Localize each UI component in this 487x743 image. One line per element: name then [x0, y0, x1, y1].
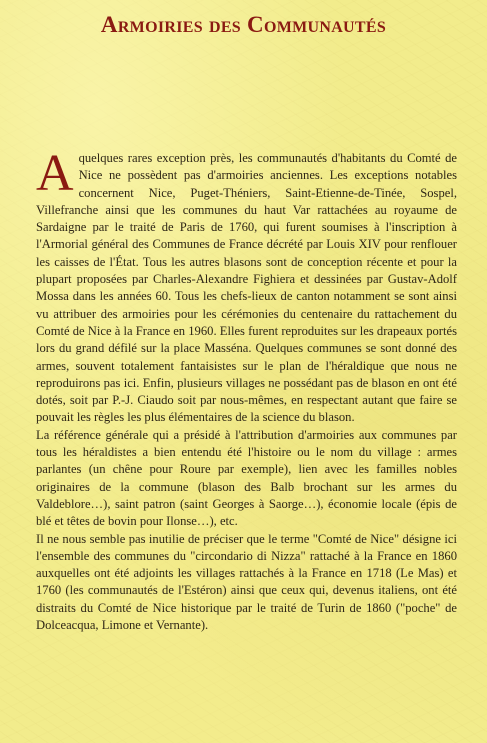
- paragraph-definition: Il ne nous semble pas inutilie de préciser que le terme "Comté de Nice" désigne ici l'ensemble des communes du "circondario di Nizza" rattaché à la France en 1860 auxquelles ont été adjoints les villages rattachés à la France en 1718 (Le Mas) et 1760 (les communautés de l'Estéron) ainsi que ceux qui, devenus italiens, ont été distraits du Comté de Nice historique par le traité de Turin de 1860 ("poche" de Dolceacqua, Limone et Vernante).: [36, 531, 457, 633]
- drop-cap: A: [36, 145, 74, 202]
- paragraph-intro-text: quelques rares exception près, les communautés d'habitants du Comté de Nice ne possèdent pas d'armoiries anciennes. Les exceptions notables concernent Nice, Puget-Théniers, Saint-Etienne-de-Tinée, Sospel, Villefranche ainsi que les communes du haut Var rattachées au royaume de Sardaigne par le traité de Paris de 1760, qui furent soumises à l'inscription à l'Armorial général des Communes de France décrété par Louis XIV pour renflouer les caisses de l'État. Tous les autres blasons sont de conception récente et pour la plupart proposées par Charles-Alexandre Fighiera et dessinées par Gustav-Adolf Mossa dans les années 60. Tous les chefs-lieux de canton notamment se sont ainsi vu attribuer des armoiries pour les cérémonies du centenaire du rattachement du Comté de Nice à la France en 1960. Elles furent reproduites sur les drapeaux portés lors du grand défilé sur la place Masséna. Quelques communes se sont donné des armes, souvent totalement fantaisistes sur le plan de l'héraldique que nous ne reproduirons pas ici. Enfin, plusieurs villages ne possédant pas de blason en ont été dotés, soit par P.-J. Ciaudo soit par nous-mêmes, en respectant autant que faire se pouvait les règles les plus élémentaires de la science du blason.: [36, 151, 457, 425]
- page-title: Armoiries des Communautés: [100, 12, 387, 37]
- article-body: [36, 145, 457, 634]
- paragraph-intro: [36, 145, 457, 427]
- paragraph-reference: La référence générale qui a présidé à l'attribution d'armoiries aux communes par tous les héraldistes a bien entendu été l'histoire ou le nom du village : armes parlantes (un chêne pour Roure par exemple), lien avec les familles nobles originaires de la commune (blason des Balb brochant sur les armes du Valdeblore…), saint patron (saint Georges à Saorge…), économie locale (épis de blé et têtes de bovin pour Ilonse…), etc.: [36, 427, 457, 529]
